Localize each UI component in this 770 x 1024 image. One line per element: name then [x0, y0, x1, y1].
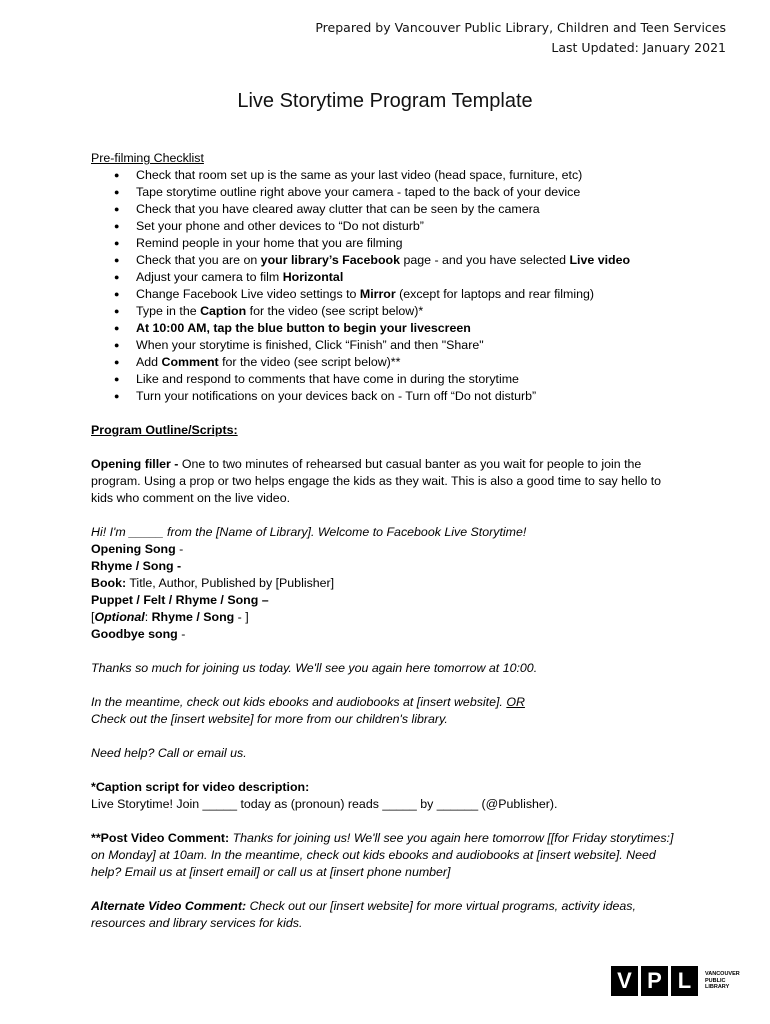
book-line: Book: Title, Author, Published by [Publisher]	[91, 576, 335, 590]
or-text: OR	[506, 695, 525, 709]
checklist-item: ● Remind people in your home that you are filming	[136, 235, 681, 252]
checkout-line: Check out the [insert website] for more from our children's library.	[91, 712, 448, 726]
post-comment-text: Thanks for joining us! We'll see you again here tomorrow [[for Friday storytimes:] on Monday] at 10am. In the meantime, check out kids ebooks and audiobooks at [insert website]. Need help? Email us at [insert email] or call us at [insert phone number]	[91, 831, 674, 879]
page-title: Live Storytime Program Template	[237, 90, 533, 112]
opening-filler-text: One to two minutes of rehearsed but casual banter as you wait for people to join the program. Using a prop or two helps engage the kids as they wait. This is also a good time to say hello to kids who comment on the live video.	[91, 457, 662, 505]
puppet-line: Puppet / Felt / Rhyme / Song –	[91, 593, 269, 607]
help-line: Need help? Call or email us.	[91, 746, 247, 760]
checklist-item: ● Like and respond to comments that have come in during the storytime	[136, 371, 681, 388]
rhyme-song-line: Rhyme / Song -	[91, 559, 182, 573]
checklist-heading: Pre-filming Checklist	[91, 151, 204, 165]
checklist	[91, 167, 681, 405]
outline-heading: Program Outline/Scripts:	[91, 423, 238, 437]
checklist-item: ● Tape storytime outline right above your camera - taped to the back of your device	[136, 184, 681, 201]
checklist-item: ● Type in the Caption for the video (see script below)*	[136, 303, 681, 320]
checklist-item: ● Set your phone and other devices to “Do not disturb”	[136, 218, 681, 235]
checklist-item: ● Check that room set up is the same as your last video (head space, furniture, etc)	[136, 167, 681, 184]
checklist-item: ● When your storytime is finished, Click “Finish” and then "Share"	[136, 337, 681, 354]
checklist-item: ● Adjust your camera to film Horizontal	[136, 269, 681, 286]
alt-comment-text: Check out our [insert website] for more virtual programs, activity ideas, resources and library services for kids.	[91, 899, 636, 930]
checklist-item: ● At 10:00 AM, tap the blue button to begin your livescreen	[136, 320, 681, 337]
opening-filler-label: Opening filler -	[91, 457, 182, 471]
post-comment-label: **Post Video Comment:	[91, 831, 230, 845]
checklist-item: ● Check that you are on your library’s Facebook page - and you have selected Live video	[136, 252, 681, 269]
logo-letter-p: P	[641, 966, 668, 996]
optional-line: [Optional: Rhyme / Song - ]	[91, 610, 249, 624]
caption-text: Live Storytime! Join _____ today as (pronoun) reads _____ by ______ (@Publisher).	[91, 797, 558, 811]
checklist-item: ● Add Comment for the video (see script below)**	[136, 354, 681, 371]
logo-letter-v: V	[611, 966, 638, 996]
greeting-line: Hi! I'm _____ from the [Name of Library]. Welcome to Facebook Live Storytime!	[91, 525, 527, 539]
document-body	[91, 150, 681, 932]
opening-filler-paragraph	[91, 456, 681, 507]
opening-song-line: Opening Song -	[91, 542, 184, 556]
checklist-item: ● Change Facebook Live video settings to Mirror (except for laptops and rear filming)	[136, 286, 681, 303]
alt-comment-paragraph	[91, 898, 681, 932]
header-prepared-by: Prepared by Vancouver Public Library, Children and Teen Services	[315, 20, 726, 35]
thanks-line: Thanks so much for joining us today. We'll see you again here tomorrow at 10:00.	[91, 661, 538, 675]
checklist-item: ● Check that you have cleared away clutter that can be seen by the camera	[136, 201, 681, 218]
goodbye-line: Goodbye song -	[91, 627, 186, 641]
vpl-logo	[611, 966, 745, 996]
alt-comment-label: Alternate Video Comment:	[91, 899, 247, 913]
header-last-updated: Last Updated: January 2021	[551, 40, 726, 55]
logo-letter-l: L	[671, 966, 698, 996]
checklist-item: ● Turn your notifications on your devices back on - Turn off “Do not disturb”	[136, 388, 681, 405]
logo-wordmark: VANCOUVER PUBLIC LIBRARY	[705, 971, 740, 991]
post-comment-paragraph	[91, 830, 681, 881]
meantime-line: In the meantime, check out kids ebooks and audiobooks at [insert website]. OR	[91, 695, 525, 709]
caption-heading: *Caption script for video description:	[91, 780, 310, 794]
document-header	[315, 18, 726, 58]
